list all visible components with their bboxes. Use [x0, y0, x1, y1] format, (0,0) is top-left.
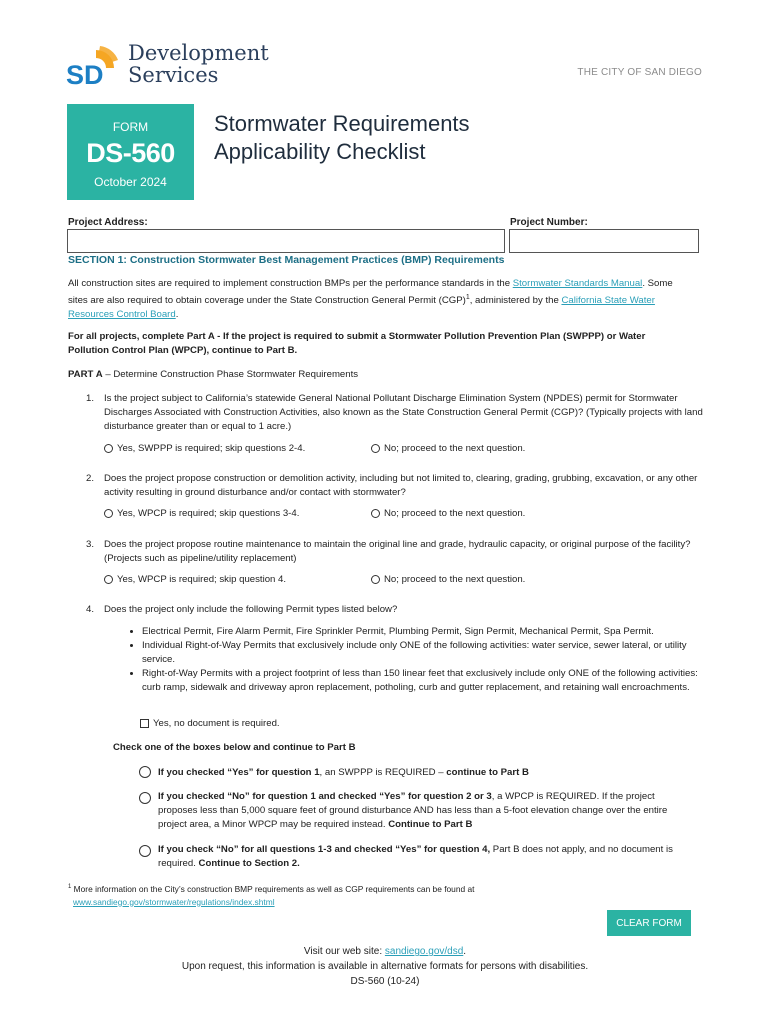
option-1-text: , an SWPPP is REQUIRED –: [319, 767, 447, 778]
option-3-end: Continue to Section 2.: [198, 858, 300, 869]
q2-no-option[interactable]: [371, 508, 525, 519]
question-number: 4.: [86, 604, 95, 615]
footnote: [68, 881, 668, 909]
form-badge: [67, 104, 194, 200]
part-b-option-2: [158, 790, 693, 832]
stormwater-manual-link[interactable]: Stormwater Standards Manual: [512, 278, 643, 289]
footer-form-code: DS-560 (10-24): [350, 976, 420, 987]
part-a-text: – Determine Construction Phase Stormwater Requirements: [102, 369, 359, 380]
page-footer: [0, 944, 770, 989]
radio-icon[interactable]: [104, 509, 113, 518]
radio-icon[interactable]: [139, 792, 151, 804]
q3-yes-label: Yes, WPCP is required; skip question 4.: [117, 574, 287, 585]
title-line-2: Applicability Checklist: [214, 139, 426, 164]
part-b-option-3: [158, 843, 678, 871]
logo-line-1: Development: [128, 41, 269, 65]
q2-no-label: No; proceed to the next question.: [384, 508, 526, 519]
q4-yes-label: Yes, no document is required.: [153, 718, 280, 729]
intro-text-b: . Some sites are also required to obtain coverage under the State Construction General Permit (CGP): [68, 278, 673, 307]
q2-yes-option[interactable]: [104, 508, 299, 519]
q3-no-option[interactable]: [371, 574, 525, 585]
intro-footnote-ref: 1: [465, 294, 470, 301]
footer-visit-text: Visit our web site:: [303, 946, 385, 957]
question-1: [86, 392, 706, 434]
form-number: DS-560: [86, 138, 175, 168]
radio-icon[interactable]: [139, 766, 151, 778]
question-number: 2.: [86, 473, 95, 484]
radio-icon[interactable]: [104, 575, 113, 584]
part-b-option-1: [158, 766, 698, 780]
title-line-1: Stormwater Requirements: [214, 111, 470, 136]
sd-logo-mark-icon: [66, 44, 126, 90]
q3-yes-option[interactable]: [104, 574, 286, 585]
question-number: 1.: [86, 393, 95, 404]
footnote-text: More information on the City’s construction BMP requirements as well as CGP requirements can be found at: [71, 883, 475, 894]
part-b-option-2-radio[interactable]: [139, 792, 151, 804]
project-address-field[interactable]: [67, 229, 505, 253]
question-text: Is the project subject to California’s statewide General National Pollutant Discharge Elimination System (NPDES) permit for Stormwater Discharges Associated with Construction Activities, also known as the State Construction General Permit (CGP)? (Typically projects with land disturbance greater than or equal to 1 acre.): [104, 393, 703, 432]
list-item: • Right-of-Way Permits with a project footprint of less than 150 linear feet that exclusively include only ONE of the following activities: curb ramp, sidewalk and driveway apron replacement, potholing, curb and gutter replacement, and retaining wall encroachments.: [142, 667, 704, 695]
part-a-heading: [68, 368, 358, 382]
section-1-title: SECTION 1: Construction Stormwater Best Management Practices (BMP) Requirements: [68, 254, 505, 266]
question-2: [86, 472, 706, 500]
part-a-instruction: For all projects, complete Part A - If the project is required to submit a Stormwater Pollution Prevention Plan (SWPPP) or Water Pollution Control Plan (WPCP), continue to Part B.: [68, 331, 646, 356]
project-address-label: Project Address:: [68, 217, 148, 228]
option-2-end: Continue to Part B: [388, 819, 473, 830]
question-4: [86, 603, 706, 617]
part-b-heading: Check one of the boxes below and continue to Part B: [113, 742, 356, 753]
part-b-option-1-radio[interactable]: [139, 766, 151, 778]
footer-accessibility-note: Upon request, this information is available in alternative formats for persons with disabilities.: [181, 961, 589, 972]
option-1-end: continue to Part B: [446, 767, 529, 778]
project-number-field[interactable]: [509, 229, 699, 253]
website-link[interactable]: sandiego.gov/dsd: [384, 946, 464, 957]
footnote-number: 1: [68, 884, 72, 890]
intro-text-a: All construction sites are required to implement construction BMPs per the performance standards in the: [68, 278, 513, 289]
radio-icon[interactable]: [371, 575, 380, 584]
option-1-bold: If you checked “Yes” for question 1: [158, 767, 320, 778]
section-1-intro: [68, 277, 688, 322]
question-text: Does the project propose routine maintenance to maintain the original line and grade, hydraulic capacity, or original purpose of the facility? (Projects such as pipeline/utility replacement): [104, 539, 691, 564]
water-board-link[interactable]: California State Water Resources Control Board: [68, 295, 655, 321]
city-name: THE CITY OF SAN DIEGO: [577, 67, 702, 78]
q4-yes-option[interactable]: [140, 718, 280, 729]
radio-icon[interactable]: [104, 444, 113, 453]
question-text: Does the project only include the following Permit types listed below?: [104, 604, 398, 615]
logo-mark-text: SD: [66, 60, 104, 90]
form-date: October 2024: [94, 175, 167, 189]
intro-text-c: , administered by the: [469, 295, 562, 307]
q1-no-label: No; proceed to the next question.: [384, 443, 526, 454]
q1-yes-label: Yes, SWPPP is required; skip questions 2-4.: [117, 443, 306, 454]
permit-types-list: [128, 625, 704, 695]
q2-yes-label: Yes, WPCP is required; skip questions 3-4.: [117, 508, 300, 519]
logo-wordmark: [128, 42, 269, 86]
page-title: [214, 110, 534, 166]
option-2-text: , a WPCP is REQUIRED. If the project proposes less than 5,000 square feet of ground disturbance AND has less than a 5-foot elevation change over the entire project area, a Minor WPCP may be required instead.: [158, 791, 668, 830]
question-3: [86, 538, 706, 566]
logo-line-2: Services: [128, 63, 219, 87]
project-number-label: Project Number:: [510, 217, 588, 228]
intro-text-d: .: [175, 309, 179, 321]
form-label: FORM: [112, 120, 149, 134]
part-a-label: PART A: [68, 369, 103, 380]
radio-icon[interactable]: [139, 845, 151, 857]
radio-icon[interactable]: [371, 444, 380, 453]
option-3-bold: If you check “No” for all questions 1-3 and checked “Yes” for question 4,: [158, 844, 491, 855]
option-2-bold: If you checked “No” for question 1 and checked “Yes” for question 2 or 3: [158, 791, 492, 802]
footer-visit-end: .: [463, 946, 467, 957]
q1-yes-option[interactable]: [104, 443, 305, 454]
list-item: • Electrical Permit, Fire Alarm Permit, Fire Sprinkler Permit, Plumbing Permit, Sign Permit, Mechanical Permit, Spa Permit.: [142, 625, 704, 639]
question-text: Does the project propose construction or demolition activity, including but not limited to, clearing, grading, grubbing, excavation, or any other activity resulting in ground disturbance and/or contact with stormwater?: [104, 473, 698, 498]
radio-icon[interactable]: [371, 509, 380, 518]
option-3-text: Part B does not apply, and no document is required.: [158, 844, 673, 869]
q3-no-label: No; proceed to the next question.: [384, 574, 526, 585]
list-item: • Individual Right-of-Way Permits that exclusively include only ONE of the following activities: water service, sewer lateral, or utility service.: [142, 639, 704, 667]
checkbox-icon[interactable]: [140, 719, 149, 728]
q1-no-option[interactable]: [371, 443, 525, 454]
clear-form-button[interactable]: CLEAR FORM: [607, 910, 691, 936]
footer-visit: [0, 944, 770, 959]
question-number: 3.: [86, 539, 95, 550]
part-b-option-3-radio[interactable]: [139, 845, 151, 857]
footnote-link[interactable]: www.sandiego.gov/stormwater/regulations/index.shtml: [73, 896, 275, 907]
